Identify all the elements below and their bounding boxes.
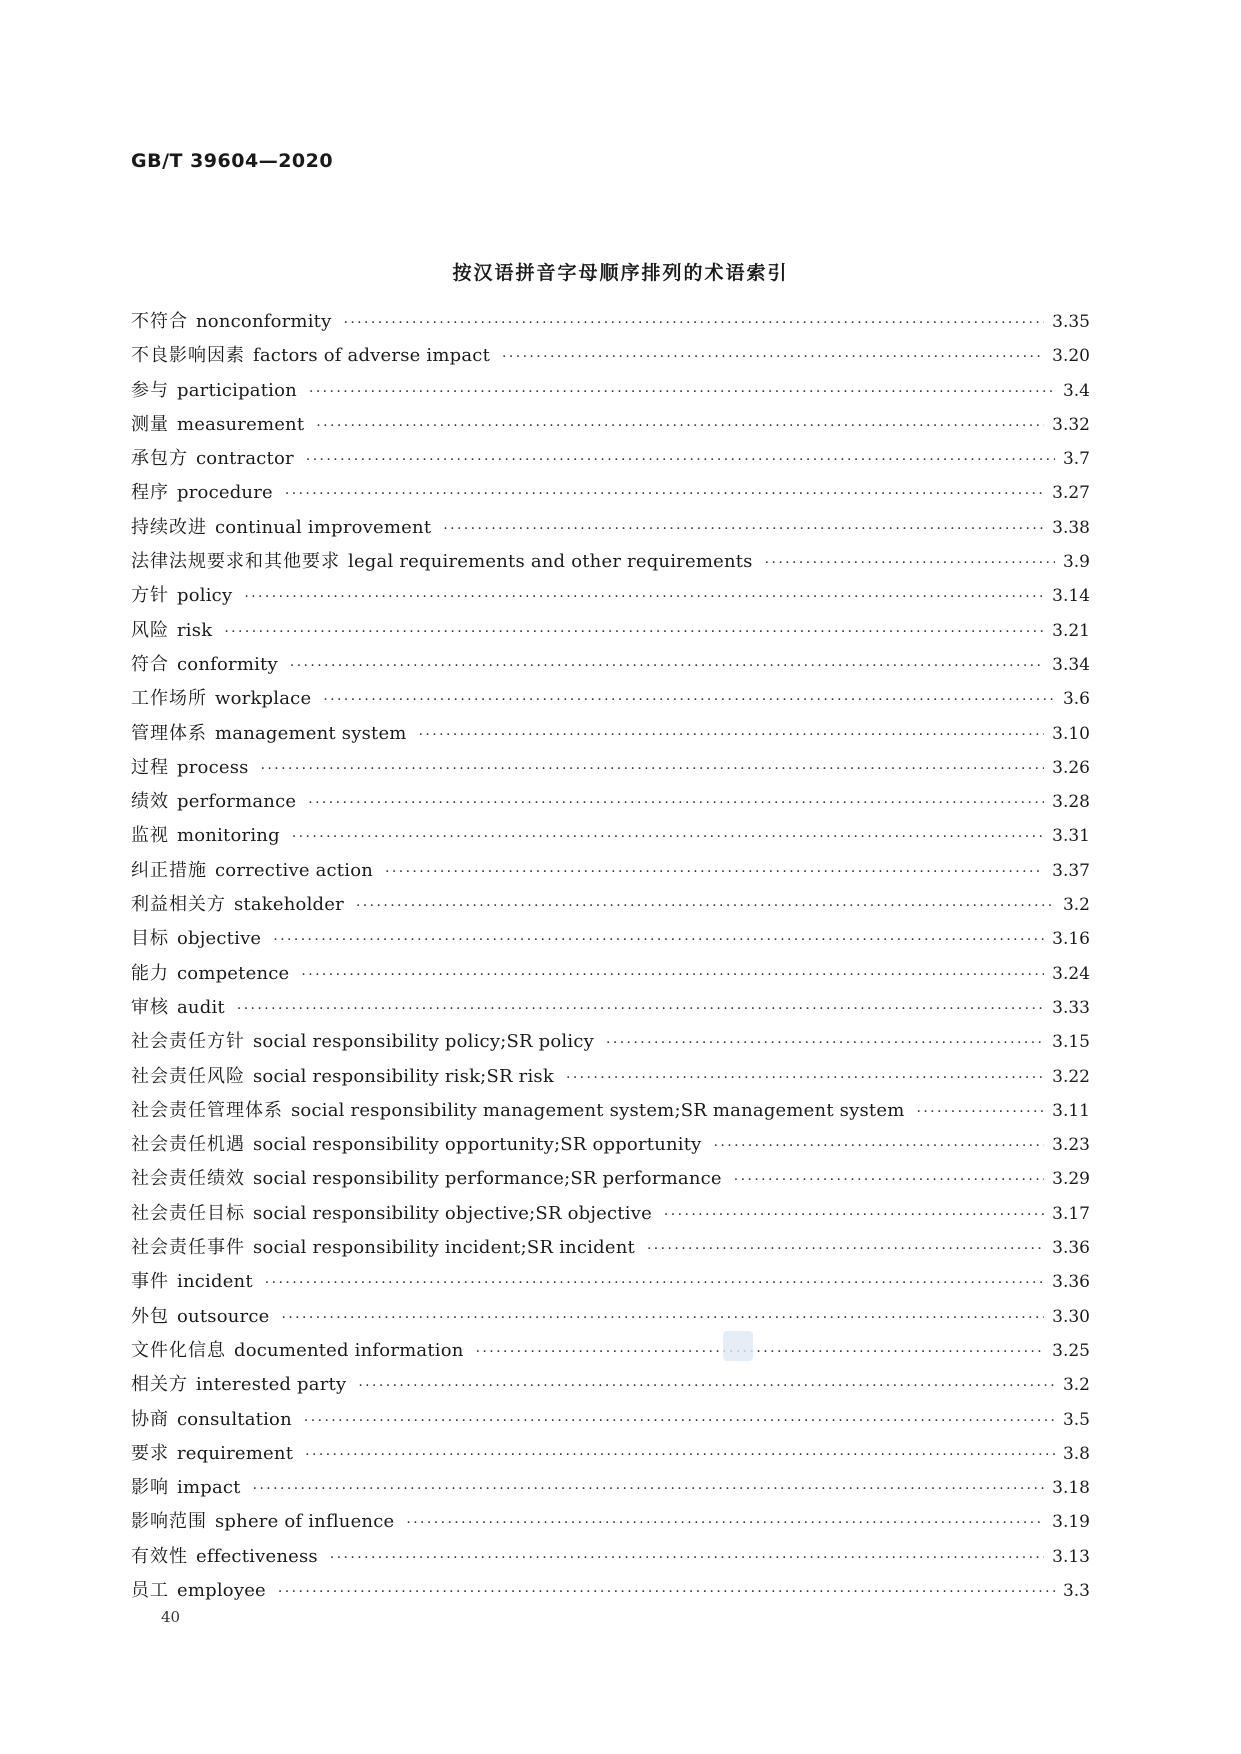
dot-leader	[734, 1172, 1044, 1188]
dot-leader	[664, 1207, 1044, 1223]
term-english: outsource	[177, 1305, 270, 1327]
term-chinese: 符合	[131, 653, 169, 675]
term-english: performance	[177, 791, 297, 813]
index-term	[131, 1439, 293, 1465]
term-english: incident	[177, 1271, 253, 1293]
index-entry	[131, 959, 1090, 993]
term-chinese: 工作场所	[131, 688, 207, 710]
term-english: consultation	[177, 1408, 292, 1430]
term-english: management system	[215, 722, 407, 744]
term-english: audit	[177, 996, 225, 1018]
index-entry	[131, 376, 1090, 410]
index-term	[131, 581, 232, 607]
index-entry	[131, 307, 1090, 341]
clause-reference: 3.21	[1052, 620, 1090, 641]
dot-leader	[281, 1310, 1044, 1326]
index-entry	[131, 650, 1090, 684]
index-entry	[131, 1370, 1090, 1404]
term-chinese: 影响范围	[131, 1511, 207, 1533]
term-english: social responsibility incident;SR incident	[253, 1237, 635, 1259]
index-term	[131, 1130, 702, 1156]
dot-leader	[443, 521, 1044, 537]
dot-leader	[253, 1481, 1045, 1497]
term-english: competence	[177, 962, 290, 984]
index-entry	[131, 547, 1090, 581]
clause-reference: 3.28	[1052, 792, 1090, 813]
index-term	[131, 1336, 464, 1362]
page-number: 40	[161, 1608, 181, 1626]
dot-leader	[406, 1515, 1044, 1531]
clause-reference: 3.22	[1052, 1066, 1090, 1087]
index-term	[131, 650, 278, 676]
document-id: GB/T 39604—2020	[131, 150, 334, 172]
dot-leader	[566, 1070, 1044, 1086]
index-term	[131, 616, 212, 642]
term-english: social responsibility opportunity;SR opportunity	[253, 1134, 702, 1156]
index-entry	[131, 616, 1090, 650]
clause-reference: 3.36	[1052, 1238, 1090, 1259]
index-entry	[131, 1267, 1090, 1301]
index-term	[131, 547, 753, 573]
term-english: stakeholder	[234, 894, 344, 916]
clause-reference: 3.7	[1062, 449, 1090, 470]
index-term	[131, 1507, 394, 1533]
term-english: social responsibility risk;SR risk	[253, 1065, 554, 1087]
term-chinese: 管理体系	[131, 722, 207, 744]
term-english: impact	[177, 1477, 241, 1499]
term-english: policy	[177, 585, 233, 607]
term-english: conformity	[177, 653, 278, 675]
term-chinese: 社会责任风险	[131, 1065, 245, 1087]
index-term	[131, 890, 344, 916]
term-chinese: 有效性	[131, 1545, 188, 1567]
dot-leader	[292, 829, 1044, 845]
term-chinese: 社会责任机遇	[131, 1134, 245, 1156]
clause-reference: 3.9	[1062, 552, 1090, 573]
term-chinese: 过程	[131, 756, 169, 778]
index-term	[131, 376, 297, 402]
term-english: risk	[177, 619, 213, 641]
index-entry	[131, 753, 1090, 787]
index-entry	[131, 1096, 1090, 1130]
clause-reference: 3.10	[1052, 723, 1090, 744]
term-english: monitoring	[177, 825, 280, 847]
term-english: process	[177, 756, 249, 778]
term-english: workplace	[215, 688, 312, 710]
term-english: legal requirements and other requirements	[348, 551, 753, 573]
dot-leader	[916, 1104, 1044, 1120]
index-term	[131, 856, 373, 882]
term-chinese: 相关方	[131, 1374, 188, 1396]
index-title: 按汉语拼音字母顺序排列的术语索引	[452, 262, 789, 284]
term-english: documented information	[234, 1339, 464, 1361]
index-term	[131, 993, 225, 1019]
dot-leader	[316, 418, 1044, 434]
clause-reference: 3.4	[1062, 380, 1090, 401]
term-chinese: 承包方	[131, 448, 188, 470]
clause-reference: 3.19	[1052, 1512, 1090, 1533]
term-chinese: 程序	[131, 482, 169, 504]
clause-reference: 3.36	[1052, 1272, 1090, 1293]
dot-leader	[502, 349, 1044, 365]
index-term	[131, 410, 304, 436]
term-chinese: 要求	[131, 1442, 169, 1464]
index-term	[131, 1233, 635, 1259]
dot-leader	[261, 761, 1045, 777]
index-entry	[131, 478, 1090, 512]
term-english: employee	[177, 1579, 266, 1601]
clause-reference: 3.2	[1062, 895, 1090, 916]
index-entry	[131, 1302, 1090, 1336]
index-entry	[131, 1336, 1090, 1370]
term-chinese: 文件化信息	[131, 1339, 226, 1361]
index-entry	[131, 719, 1090, 753]
dot-leader	[765, 555, 1055, 571]
term-english: contractor	[196, 448, 294, 470]
index-entry	[131, 1062, 1090, 1096]
clause-reference: 3.5	[1062, 1409, 1090, 1430]
clause-reference: 3.14	[1052, 586, 1090, 607]
dot-leader	[323, 692, 1055, 708]
dot-leader	[419, 727, 1045, 743]
index-entry	[131, 856, 1090, 890]
term-chinese: 参与	[131, 379, 169, 401]
dot-leader	[476, 1344, 1045, 1360]
term-chinese: 能力	[131, 962, 169, 984]
term-chinese: 方针	[131, 585, 169, 607]
index-entry	[131, 684, 1090, 718]
term-english: interested party	[196, 1374, 347, 1396]
index-term	[131, 1405, 292, 1431]
index-term	[131, 1096, 904, 1122]
dot-leader	[306, 452, 1055, 468]
clause-reference: 3.34	[1052, 654, 1090, 675]
index-term	[131, 1542, 318, 1568]
index-entry	[131, 410, 1090, 444]
term-chinese: 法律法规要求和其他要求	[131, 551, 340, 573]
dot-leader	[309, 384, 1055, 400]
index-term	[131, 753, 249, 779]
index-term	[131, 719, 407, 745]
term-english: continual improvement	[215, 516, 432, 538]
index-entry	[131, 1027, 1090, 1061]
term-chinese: 员工	[131, 1579, 169, 1601]
index-entry	[131, 581, 1090, 615]
index-term	[131, 1370, 346, 1396]
clause-reference: 3.17	[1052, 1203, 1090, 1224]
index-term	[131, 959, 289, 985]
index-term	[131, 1576, 266, 1602]
term-chinese: 风险	[131, 619, 169, 641]
clause-reference: 3.37	[1052, 860, 1090, 881]
term-chinese: 外包	[131, 1305, 169, 1327]
clause-reference: 3.20	[1052, 346, 1090, 367]
term-chinese: 社会责任方针	[131, 1031, 245, 1053]
index-entry	[131, 1199, 1090, 1233]
dot-leader	[278, 1584, 1055, 1600]
term-english: requirement	[177, 1442, 294, 1464]
clause-reference: 3.6	[1062, 689, 1090, 710]
term-chinese: 事件	[131, 1271, 169, 1293]
clause-reference: 3.15	[1052, 1032, 1090, 1053]
term-chinese: 社会责任绩效	[131, 1168, 245, 1190]
index-term	[131, 684, 311, 710]
clause-reference: 3.18	[1052, 1478, 1090, 1499]
index-entry	[131, 1130, 1090, 1164]
clause-reference: 3.31	[1052, 826, 1090, 847]
term-chinese: 社会责任管理体系	[131, 1099, 283, 1121]
term-english: objective	[177, 928, 262, 950]
clause-reference: 3.11	[1052, 1100, 1090, 1121]
index-term	[131, 787, 296, 813]
clause-reference: 3.26	[1052, 757, 1090, 778]
index-entry	[131, 787, 1090, 821]
index-entry	[131, 1405, 1090, 1439]
clause-reference: 3.13	[1052, 1546, 1090, 1567]
index-term	[131, 444, 294, 470]
term-chinese: 协商	[131, 1408, 169, 1430]
dot-leader	[265, 1275, 1044, 1291]
index-entry	[131, 341, 1090, 375]
term-english: social responsibility performance;SR performance	[253, 1168, 722, 1190]
dot-leader	[385, 864, 1044, 880]
index-entry	[131, 1473, 1090, 1507]
term-english: social responsibility objective;SR objective	[253, 1202, 652, 1224]
dot-leader	[647, 1241, 1044, 1257]
dot-leader	[308, 795, 1044, 811]
clause-reference: 3.32	[1052, 414, 1090, 435]
term-chinese: 不良影响因素	[131, 345, 245, 367]
dot-leader	[290, 658, 1044, 674]
term-chinese: 社会责任目标	[131, 1202, 245, 1224]
index-term	[131, 1473, 241, 1499]
term-chinese: 绩效	[131, 791, 169, 813]
index-term	[131, 341, 490, 367]
term-english: measurement	[177, 413, 305, 435]
clause-reference: 3.16	[1052, 929, 1090, 950]
dot-leader	[714, 1138, 1045, 1154]
dot-leader	[330, 1550, 1044, 1566]
index-entry	[131, 444, 1090, 478]
index-term	[131, 924, 261, 950]
dot-leader	[356, 898, 1055, 914]
index-entry	[131, 1576, 1090, 1610]
term-chinese: 不符合	[131, 311, 188, 332]
clause-reference: 3.27	[1052, 483, 1090, 504]
term-chinese: 纠正措施	[131, 859, 207, 881]
term-english: factors of adverse impact	[253, 345, 491, 367]
term-english: procedure	[177, 482, 273, 504]
index-term	[131, 1027, 594, 1053]
index-term	[131, 307, 331, 333]
clause-reference: 3.24	[1052, 963, 1090, 984]
term-chinese: 监视	[131, 825, 169, 847]
term-english: corrective action	[215, 859, 374, 881]
term-index-list	[131, 307, 1090, 1610]
index-entry	[131, 1233, 1090, 1267]
term-chinese: 审核	[131, 996, 169, 1018]
term-chinese: 测量	[131, 413, 169, 435]
index-entry	[131, 1507, 1090, 1541]
term-chinese: 目标	[131, 928, 169, 950]
clause-reference: 3.33	[1052, 997, 1090, 1018]
term-english: participation	[177, 379, 297, 401]
index-term	[131, 1164, 722, 1190]
dot-leader	[343, 315, 1044, 331]
dot-leader	[244, 589, 1044, 605]
index-entry	[131, 1164, 1090, 1198]
clause-reference: 3.35	[1052, 312, 1090, 332]
term-english: social responsibility management system;SR management system	[291, 1099, 905, 1121]
dot-leader	[606, 1035, 1044, 1051]
index-term	[131, 821, 280, 847]
clause-reference: 3.25	[1052, 1340, 1090, 1361]
dot-leader	[304, 1413, 1055, 1429]
dot-leader	[358, 1378, 1055, 1394]
term-english: sphere of influence	[215, 1511, 395, 1533]
term-english: effectiveness	[196, 1545, 318, 1567]
term-english: nonconformity	[196, 311, 332, 332]
clause-reference: 3.2	[1062, 1375, 1090, 1396]
term-chinese: 社会责任事件	[131, 1237, 245, 1259]
index-term	[131, 513, 431, 539]
term-chinese: 利益相关方	[131, 894, 226, 916]
clause-reference: 3.8	[1062, 1443, 1090, 1464]
clause-reference: 3.30	[1052, 1306, 1090, 1327]
clause-reference: 3.38	[1052, 517, 1090, 538]
term-chinese: 持续改进	[131, 516, 207, 538]
dot-leader	[301, 967, 1044, 983]
term-chinese: 影响	[131, 1477, 169, 1499]
index-term	[131, 1199, 652, 1225]
index-term	[131, 1302, 269, 1328]
term-english: social responsibility policy;SR policy	[253, 1031, 594, 1053]
index-term	[131, 478, 273, 504]
index-term	[131, 1267, 253, 1293]
index-entry	[131, 513, 1090, 547]
index-entry	[131, 821, 1090, 855]
index-entry	[131, 1439, 1090, 1473]
dot-leader	[305, 1447, 1055, 1463]
clause-reference: 3.29	[1052, 1169, 1090, 1190]
index-entry	[131, 890, 1090, 924]
dot-leader	[237, 1001, 1044, 1017]
clause-reference: 3.23	[1052, 1135, 1090, 1156]
index-entry	[131, 993, 1090, 1027]
index-term	[131, 1062, 554, 1088]
clause-reference: 3.3	[1062, 1580, 1090, 1601]
dot-leader	[224, 624, 1044, 640]
index-entry	[131, 924, 1090, 958]
watermark-mark	[723, 1331, 753, 1361]
dot-leader	[285, 486, 1044, 502]
index-entry	[131, 1542, 1090, 1576]
dot-leader	[273, 932, 1044, 948]
